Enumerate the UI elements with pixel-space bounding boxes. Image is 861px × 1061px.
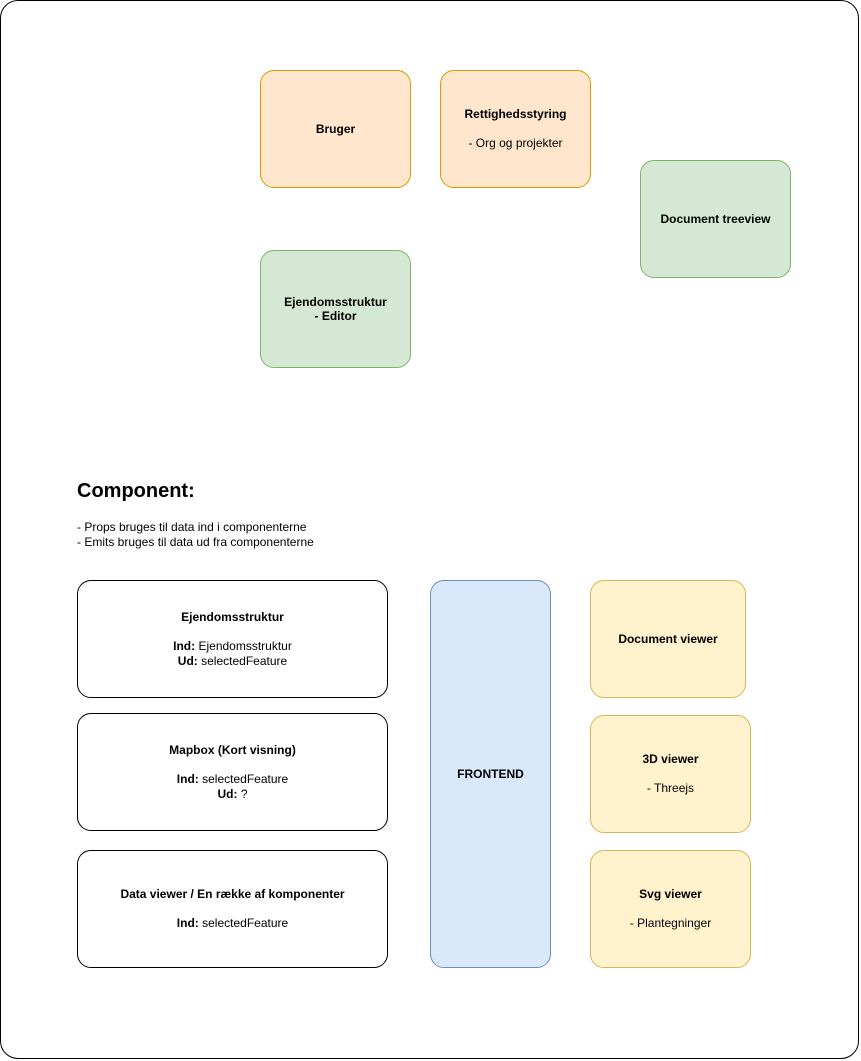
- ud-value: selectedFeature: [197, 653, 288, 668]
- mapbox-component-box[interactable]: [77, 713, 388, 831]
- ejendomsstruktur-ud: [178, 654, 287, 669]
- data-viewer-component-box[interactable]: [77, 850, 388, 968]
- 3d-viewer-title: 3D viewer: [642, 752, 699, 767]
- ind-value: selectedFeature: [198, 916, 289, 931]
- component-heading: Component:: [77, 480, 195, 502]
- mapbox-ind: [177, 772, 288, 787]
- ejendomsstruktur-component-title: Ejendomsstruktur: [181, 610, 284, 624]
- bruger-title: Bruger: [315, 121, 356, 136]
- ud-label: Ud:: [217, 786, 238, 801]
- svg-viewer-box[interactable]: [590, 850, 751, 968]
- rettighedsstyring-title: Rettighedsstyring: [464, 107, 567, 122]
- ind-label: Ind:: [176, 916, 199, 931]
- ejendomsstruktur-editor-line: - Editor: [314, 309, 357, 323]
- frontend-box[interactable]: [430, 580, 551, 968]
- ud-label: Ud:: [177, 653, 198, 668]
- frontend-label: FRONTEND: [457, 766, 524, 781]
- document-viewer-title: Document viewer: [618, 631, 718, 646]
- ejendomsstruktur-ind: [173, 639, 292, 654]
- mapbox-component-title: Mapbox (Kort visning): [169, 743, 296, 757]
- ejendomsstruktur-editor-box[interactable]: [260, 250, 411, 368]
- 3d-viewer-box[interactable]: [590, 715, 751, 833]
- svg-viewer-title: Svg viewer: [639, 887, 702, 902]
- ind-label: Ind:: [176, 772, 199, 786]
- ud-value: ?: [237, 786, 248, 801]
- ejendomsstruktur-component-box[interactable]: [77, 580, 388, 698]
- rettighedsstyring-box[interactable]: [440, 70, 591, 188]
- ind-value: Ejendomsstruktur: [195, 639, 292, 653]
- rettighedsstyring-line: - Org og projekter: [468, 136, 563, 151]
- component-note-emits: - Emits bruges til data ud fra componenterne: [77, 534, 314, 549]
- svg-viewer-line: - Plantegninger: [629, 916, 712, 931]
- ind-value: selectedFeature: [198, 772, 289, 786]
- component-note-props: - Props bruges til data ind i componenterne: [77, 520, 307, 534]
- data-viewer-ind: [177, 916, 288, 931]
- component-notes: [77, 520, 314, 549]
- document-treeview-box[interactable]: [640, 160, 791, 278]
- document-treeview-title: Document treeview: [660, 211, 771, 226]
- ind-label: Ind:: [173, 639, 196, 653]
- document-viewer-box[interactable]: [590, 580, 746, 698]
- data-viewer-component-title: Data viewer / En række af komponenter: [120, 887, 345, 902]
- bruger-box[interactable]: [260, 70, 411, 188]
- ejendomsstruktur-editor-title: Ejendomsstruktur: [284, 294, 387, 309]
- mapbox-ud: [217, 787, 247, 802]
- 3d-viewer-line: - Threejs: [646, 781, 695, 796]
